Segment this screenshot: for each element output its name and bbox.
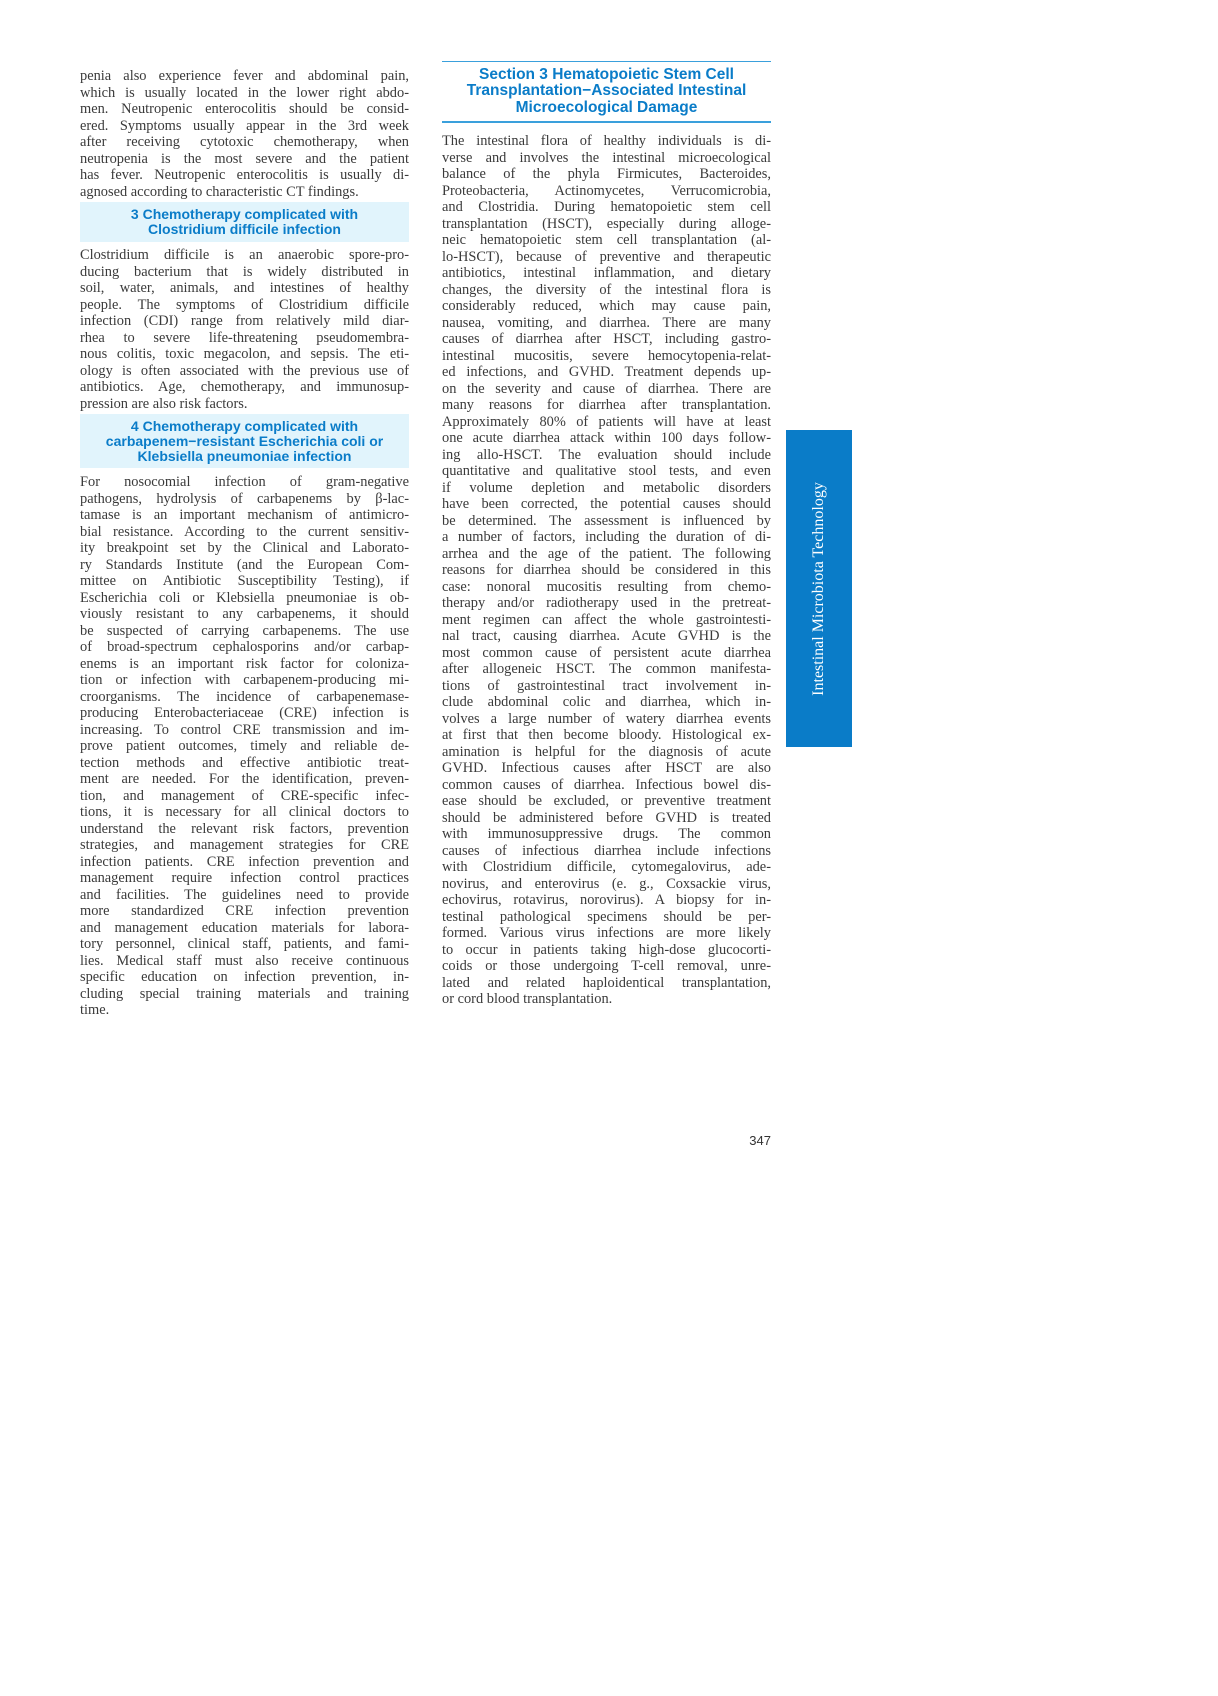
text-line: ment regimen can affect the whole gastrointesti- <box>442 611 771 628</box>
text-line: ology is often associated with the previous use of <box>80 362 409 379</box>
text-line: infection (CDI) range from relatively mild diar- <box>80 313 409 329</box>
text-line: Escherichia coli or Klebsiella pneumoniae is ob- <box>80 589 409 606</box>
text-line: testinal pathological specimens should be per- <box>442 908 771 925</box>
text-line: causes of diarrhea after HSCT, including gastro- <box>442 331 771 347</box>
text-line: and facilities. The guidelines need to provide <box>80 886 409 903</box>
text-line: quantitative and qualitative stool tests, and even <box>442 463 771 479</box>
text-line: if volume depletion and metabolic disorders <box>442 479 771 496</box>
text-line: pression are also risk factors. <box>80 395 248 412</box>
heading-line: carbapenem−resistant Escherichia coli or <box>105 432 384 449</box>
text-line: case: nonoral mucositis resulting from chemo- <box>442 578 771 595</box>
text-line: antibiotics. Age, chemotherapy, and immunosup- <box>80 379 409 395</box>
text-line: management require infection control practices <box>80 870 409 886</box>
text-line: nausea, vomiting, and diarrhea. There are many <box>442 314 771 331</box>
heading-line: Section 3 Hematopoietic Stem Cell <box>479 65 734 83</box>
text-line: causes of infectious diarrhea include infections <box>442 842 771 859</box>
text-line: Proteobacteria, Actinomycetes, Verrucomicrobia, <box>442 182 771 199</box>
heading-section-3-cdi <box>80 202 409 242</box>
text-line: rhea to severe life-threatening pseudomembra- <box>80 329 409 346</box>
text-line: with immunosuppressive drugs. The common <box>442 826 771 842</box>
chapter-side-tab <box>786 430 852 747</box>
text-line: changes, the diversity of the intestinal flora is <box>442 281 771 298</box>
text-line: echovirus, rotavirus, norovirus). A biopsy for in- <box>442 892 771 908</box>
text-line: intestinal mucositis, severe hemocytopenia-relat- <box>442 347 771 364</box>
text-line: ry Standards Institute (and the European Com- <box>80 556 409 573</box>
text-line: balance of the phyla Firmicutes, Bacteroides, <box>442 166 771 182</box>
text-line: enems is an important risk factor for coloniza- <box>80 655 409 672</box>
text-line: coids or those undergoing T-cell removal, unre- <box>442 958 771 974</box>
text-line: one acute diarrhea attack within 100 days follow- <box>442 430 771 446</box>
text-line: producing Enterobacteriaceae (CRE) infection is <box>80 705 409 721</box>
text-line: soil, water, animals, and intestines of healthy <box>80 280 409 296</box>
text-line: many reasons for diarrhea after transplantation. <box>442 397 771 413</box>
text-line: tions of gastrointestinal tract involvement in- <box>442 677 771 694</box>
page-number: 347 <box>749 1133 771 1148</box>
text-line: mittee on Antibiotic Susceptibility Testing), if <box>80 573 409 589</box>
heading-line: Transplantation−Associated Intestinal <box>466 82 747 100</box>
text-line: be suspected of carrying carbapenems. The use <box>80 622 409 639</box>
paragraph-cre-infection <box>80 474 409 1019</box>
text-line: penia also experience fever and abdominal pain, <box>80 68 409 84</box>
heading-line: Klebsiella pneumoniae infection <box>137 447 352 464</box>
text-line: tory personnel, clinical staff, patients, and fami- <box>80 936 409 952</box>
text-line: after allogeneic HSCT. The common manifesta- <box>442 661 771 677</box>
text-line: antibiotics, intestinal inflammation, and dietary <box>442 265 771 281</box>
text-line: verse and involves the intestinal microecological <box>442 149 771 166</box>
text-line: and Clostridia. During hematopoietic stem cell <box>442 199 771 215</box>
text-line: transplantation (HSCT), especially during alloge- <box>442 215 771 232</box>
text-line: volves a large number of watery diarrhea events <box>442 710 771 727</box>
text-line: considerably reduced, which may cause pain, <box>442 298 771 314</box>
text-line: prove patient outcomes, timely and reliable de- <box>80 738 409 754</box>
heading-line: 4 Chemotherapy complicated with <box>130 417 359 434</box>
heading-line: Microecological Damage <box>515 98 698 116</box>
text-line: ed infections, and GVHD. Treatment depends up- <box>442 364 771 380</box>
text-line: tion or infection with carbapenem-producing mi- <box>80 672 409 688</box>
text-line: increasing. To control CRE transmission and im- <box>80 721 409 738</box>
section-3-title <box>442 61 771 123</box>
text-line: ducing bacterium that is widely distributed in <box>80 263 409 280</box>
text-line: ing allo-HSCT. The evaluation should include <box>442 446 771 463</box>
chapter-side-tab-label: Intestinal Microbiota Technology <box>810 481 827 696</box>
text-line: tion, and management of CRE-specific infec- <box>80 787 409 804</box>
text-line: neutropenia is the most severe and the patient <box>80 150 409 167</box>
heading-line: 3 Chemotherapy complicated with <box>130 206 359 222</box>
text-line: lo-HSCT), because of preventive and therapeutic <box>442 248 771 265</box>
text-line: time. <box>80 1002 110 1018</box>
text-line: novirus, and enterovirus (e. g., Coxsackie virus, <box>442 875 771 892</box>
heading-line: Clostridium difficile infection <box>148 221 341 237</box>
paragraph-hsct-intestinal-damage <box>442 133 771 1008</box>
text-line: amination is helpful for the diagnosis of acute <box>442 743 771 760</box>
text-line: Approximately 80% of patients will have at least <box>442 413 771 430</box>
text-line: a number of factors, including the duration of di- <box>442 529 771 545</box>
text-line: after receiving cytotoxic chemotherapy, when <box>80 134 409 150</box>
text-line: Clostridium difficile is an anaerobic spore-pro- <box>80 247 409 263</box>
text-line: For nosocomial infection of gram-negative <box>80 474 409 490</box>
text-line: tions, it is necessary for all clinical doctors to <box>80 804 409 820</box>
text-line: at first that then become bloody. Histological ex- <box>442 727 771 743</box>
text-line: should be administered before GVHD is treated <box>442 809 771 826</box>
text-line: ity breakpoint set by the Clinical and Laborato- <box>80 540 409 556</box>
text-line: specific education on infection prevention, in- <box>80 969 409 985</box>
text-line: or cord blood transplantation. <box>442 991 613 1007</box>
text-line: therapy and/or radiotherapy used in the pretreat- <box>442 595 771 611</box>
text-line: people. The symptoms of Clostridium difficile <box>80 296 409 313</box>
text-line: nous colitis, toxic megacolon, and sepsis. The eti- <box>80 346 409 362</box>
text-line: clude abdominal colic and diarrhea, which in- <box>442 694 771 710</box>
text-line: viously resistant to any carbapenems, it should <box>80 606 409 622</box>
text-line: pathogens, hydrolysis of carbapenems by β-lac- <box>80 490 409 507</box>
text-line: of broad-spectrum cephalosporins and/or carbap- <box>80 639 409 655</box>
text-line: men. Neutropenic enterocolitis should be consid- <box>80 101 409 117</box>
text-line: on the severity and cause of diarrhea. There are <box>442 380 771 397</box>
text-line: and management education materials for labora- <box>80 919 409 936</box>
text-line: croorganisms. The incidence of carbapenemase- <box>80 688 409 705</box>
text-line: to occur in patients taking high-dose glucocorti- <box>442 941 771 958</box>
text-line: arrhea and the age of the patient. The following <box>442 545 771 562</box>
paragraph-neutropenic-enterocolitis <box>80 68 409 200</box>
paragraph-clostridium-difficile <box>80 247 409 412</box>
text-line: reasons for diarrhea should be considered in this <box>442 562 771 578</box>
text-line: agnosed according to characteristic CT findings. <box>80 183 359 200</box>
text-line: strategies, and management strategies for CRE <box>80 837 409 853</box>
text-line: has fever. Neutropenic enterocolitis is usually di- <box>80 167 409 183</box>
text-line: understand the relevant risk factors, prevention <box>80 820 409 837</box>
text-line: cluding special training materials and training <box>80 985 409 1002</box>
text-line: be determined. The assessment is influenced by <box>442 512 771 529</box>
text-line: lated and related haploidentical transplantation, <box>442 974 771 991</box>
text-line: common causes of diarrhea. Infectious bowel dis- <box>442 776 771 793</box>
text-line: bial resistance. According to the current sensitiv- <box>80 523 409 540</box>
text-line: ease should be excluded, or preventive treatment <box>442 793 771 809</box>
text-line: have been corrected, the potential causes should <box>442 496 771 512</box>
text-line: lies. Medical staff must also receive continuous <box>80 952 409 969</box>
text-line: tection methods and effective antibiotic treat- <box>80 754 409 771</box>
text-line: formed. Various virus infections are more likely <box>442 925 771 941</box>
text-line: nal tract, causing diarrhea. Acute GVHD is the <box>442 628 771 644</box>
text-line: which is usually located in the lower right abdo- <box>80 84 409 101</box>
text-line: most common cause of persistent acute diarrhea <box>442 644 771 661</box>
text-line: tamase is an important mechanism of antimicro- <box>80 507 409 523</box>
text-line: infection patients. CRE infection prevention and <box>80 853 409 870</box>
text-line: GVHD. Infectious causes after HSCT are also <box>442 760 771 776</box>
heading-section-4-cre <box>80 414 409 468</box>
text-line: ment are needed. For the identification, preven- <box>80 771 409 787</box>
text-line: more standardized CRE infection prevention <box>80 903 409 919</box>
text-line: ered. Symptoms usually appear in the 3rd week <box>80 117 409 134</box>
text-line: neic hematopoietic stem cell transplantation (al- <box>442 232 771 248</box>
text-line: The intestinal flora of healthy individuals is di- <box>442 133 771 149</box>
text-line: with Clostridium difficile, cytomegalovirus, ade- <box>442 859 771 875</box>
